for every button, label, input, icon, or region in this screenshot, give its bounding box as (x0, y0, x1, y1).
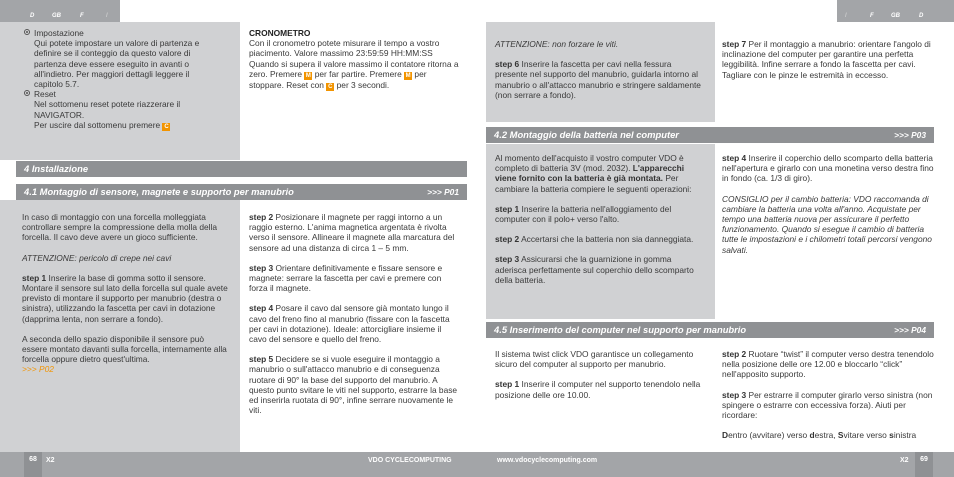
cronometro-title: CRONOMETRO (249, 28, 311, 38)
lang-d: D (30, 13, 35, 19)
key-c-icon: C (164, 123, 169, 130)
battery-col2 (722, 153, 934, 265)
cronometro-text: Con il cronometro potete misurare il tempo a vostro piacimento. Valore massimo 23:59:59 HH:MM:SS Quando si supera il valore massimo il contatore ritorna a zero. Premere M per far partire. Premere M per stoppare. Reset con C per 3 secondi. (249, 38, 459, 90)
section-41-header (16, 184, 467, 200)
left-col1 (22, 212, 230, 385)
sensor-position-note: A seconda dello spazio disponibile il sensore può essere montato davanti sulla forcella, internamente alla forcella oppure dietro quest'ultima. (22, 333, 227, 365)
screw-warning: ATTENZIONE: non forzare le viti. (495, 39, 619, 49)
settings-item1-title: Impostazione (34, 28, 84, 38)
twist-click-intro: Il sistema twist click VDO garantisce un collegamento sicuro del computer al supporto per manubrio. (495, 349, 694, 370)
right-top-col2 (722, 39, 934, 90)
fork-note: In caso di montaggio con una forcella molleggiata controllare sempre la compressione della molla della forcella. Il cavo deve avere un gioco sufficiente. (22, 212, 218, 243)
section-45-title: 4.5 Inserimento del computer nel supporto per manubrio (494, 324, 747, 335)
section-45-ref: >>> P04 (894, 325, 926, 335)
brand-name: VDO CYCLECOMPUTING (368, 457, 452, 464)
page-number-left: 68 (24, 452, 42, 477)
lang-f-right: F (870, 13, 874, 19)
lang-i-right: I (845, 13, 847, 19)
bullet-icon (24, 29, 30, 35)
mount-step-1: step 1 Inserire il computer nel supporto tenendolo nella posizione delle ore 10.00. (495, 379, 701, 400)
settings-item2-exit: Per uscire dal sottomenu premere C (34, 119, 169, 130)
battery-intro: Al momento dell'acquisto il vostro computer VDO è completo di batteria 3V (mod. 2032). L'apparecchi viene fornito con la batteria è già montata. Per cambiare la batteria compiere le seguenti operazioni: (495, 153, 692, 194)
step-6: step 6 Inserire la fascetta per cavi nella fessura presente nel supporto del manubrio, guidarla intorno al manubrio o all'attacco manubrio e stringere saldamente (non serrare a fondo). (495, 59, 701, 100)
battery-step-2: step 2 Accertarsi che la batteria non sia danneggiata. (495, 234, 694, 245)
mount-step-2: step 2 Ruotare “twist” il computer verso destra tenendolo nella posizione delle ore 12.00 e bloccarlo “click” nell'apposito supporto. (722, 349, 934, 380)
website-url[interactable]: www.vdocyclecomputing.com (497, 457, 598, 464)
settings-item2-title: Reset (34, 89, 56, 100)
step-7: step 7 Per il montaggio a manubrio: orientare l'angolo di inclinazione del computer per garantire una perfetta leggibilità. Infine serrare a fondo la fascetta per cavi. (722, 39, 931, 70)
page-number-right: 69 (915, 452, 933, 477)
mnemonic: Dentro (avvitare) verso destra, Svitare verso sinistra (722, 430, 917, 441)
trim-note: Tagliare con le pinze le estremità in eccesso. (722, 69, 889, 80)
key-m-icon: M (305, 72, 311, 79)
right-top-col1 (495, 39, 705, 110)
header-gap-left (120, 0, 837, 22)
lang-d-right: D (919, 13, 924, 19)
settings-item1-text: Qui potete impostare un valore di partenza e definire se il conteggio da questo valore di partenza deve essere eseguito in avanti o all'indietro. Per maggiori dettagli leggere il capitolo 5.7. (34, 38, 200, 90)
section-4-header: 4 Installazione (16, 161, 467, 177)
battery-step-1: step 1 Inserire la batteria nell'alloggiamento del computer con il polo+ verso l'alto. (495, 203, 672, 225)
cable-warning: ATTENZIONE: pericolo di crepe nei cavi (22, 252, 172, 263)
cronometro-block (249, 28, 459, 91)
mount-step-3: step 3 Per estrarre il computer girarlo verso sinistra (non spingere o estrarre con eccessiva forza). Aiuti per ricordare: (722, 389, 933, 421)
step-4: step 4 Posare il cavo dal sensore già montato lungo il cavo del freno fino al manubrio (fissare con la fascetta per cavi in dotazione). Ideale: attorcigliare insieme il cavo del sensore e quello del freno. (249, 303, 450, 345)
footer-bar-left (0, 452, 477, 477)
battery-col1 (495, 153, 705, 295)
model-left: X2 (46, 457, 55, 464)
p02-link[interactable]: >>> P02 (22, 364, 54, 375)
lang-f: F (80, 13, 84, 19)
battery-tip: CONSIGLIO per il cambio batteria: VDO raccomanda di cambiare la batteria una volta all'anno. Acquistate per tempo una batteria nuova per assicurare il perfetto funzionamento. Quando si esegue il cambio di batteria tutte le impostazioni e i chilometri totali percorsi vengono salvati. (722, 193, 932, 255)
step-3: step 3 Orientare definitivamente e fissare sensore e magnete: serrare la fascetta per cavi e premere con forza il magnete. (249, 262, 443, 294)
battery-step-3: step 3 Assicurarsi che la guarnizione in gomma aderisca perfettamente sul coperchio dello scomparto della batteria. (495, 254, 694, 285)
section-45-header (486, 322, 934, 338)
step-5: step 5 Decidere se si vuole eseguire il montaggio a manubrio o sull'attacco manubrio e di conseguenza ruotare di 90° la base del supporto del manubrio. A questo punto svitare le viti nel supporto, estrarre la base ed inserirla ruotata di 90°, infine serrare nuovamente le viti. (249, 354, 458, 416)
section-42-header (486, 127, 934, 143)
section-42-ref: >>> P03 (894, 130, 926, 140)
section-42-title: 4.2 Montaggio della batteria nel computer (494, 129, 679, 140)
battery-step-4: step 4 Inserire il coperchio dello scomparto della batteria nell'apertura e girarlo con una monetina verso destra fino in fondo (ca. 1/3 di giro). (722, 153, 934, 184)
section-41-ref: >>> P01 (427, 187, 459, 197)
key-c-icon: C (328, 83, 333, 90)
settings-block (34, 28, 220, 131)
section-41-title: 4.1 Montaggio di sensore, magnete e supporto per manubrio (24, 186, 294, 197)
footer-bar-right (477, 452, 954, 477)
left-col2 (249, 212, 459, 425)
step-2: step 2 Posizionare il magnete per raggi intorno a un raggio esterno. L'anima magnetica argentata è rivolta verso il sensore. Allineare il magnete alla marcatura del sensore ad una distanza di circa 1 – 5 mm. (249, 212, 455, 253)
lang-i: I (106, 13, 108, 19)
lang-gb: GB (52, 13, 61, 19)
settings-item2-text: Nel sottomenu reset potete riazzerare il NAVIGATOR. (34, 99, 181, 120)
mount-col1 (495, 349, 705, 410)
mount-col2 (722, 349, 934, 440)
step-1: step 1 Inserire la base di gomma sotto il sensore. Montare il sensore sul lato della forcella sul quale avete previsto di montare il supporto per manubrio (destra o sinistra), utilizzando la fascetta per cavi in dotazione (dapprima lenta, non serrare a fondo). (22, 272, 228, 324)
key-m-icon: M (405, 72, 411, 79)
lang-gb-right: GB (891, 13, 900, 19)
model-right: X2 (900, 457, 909, 464)
